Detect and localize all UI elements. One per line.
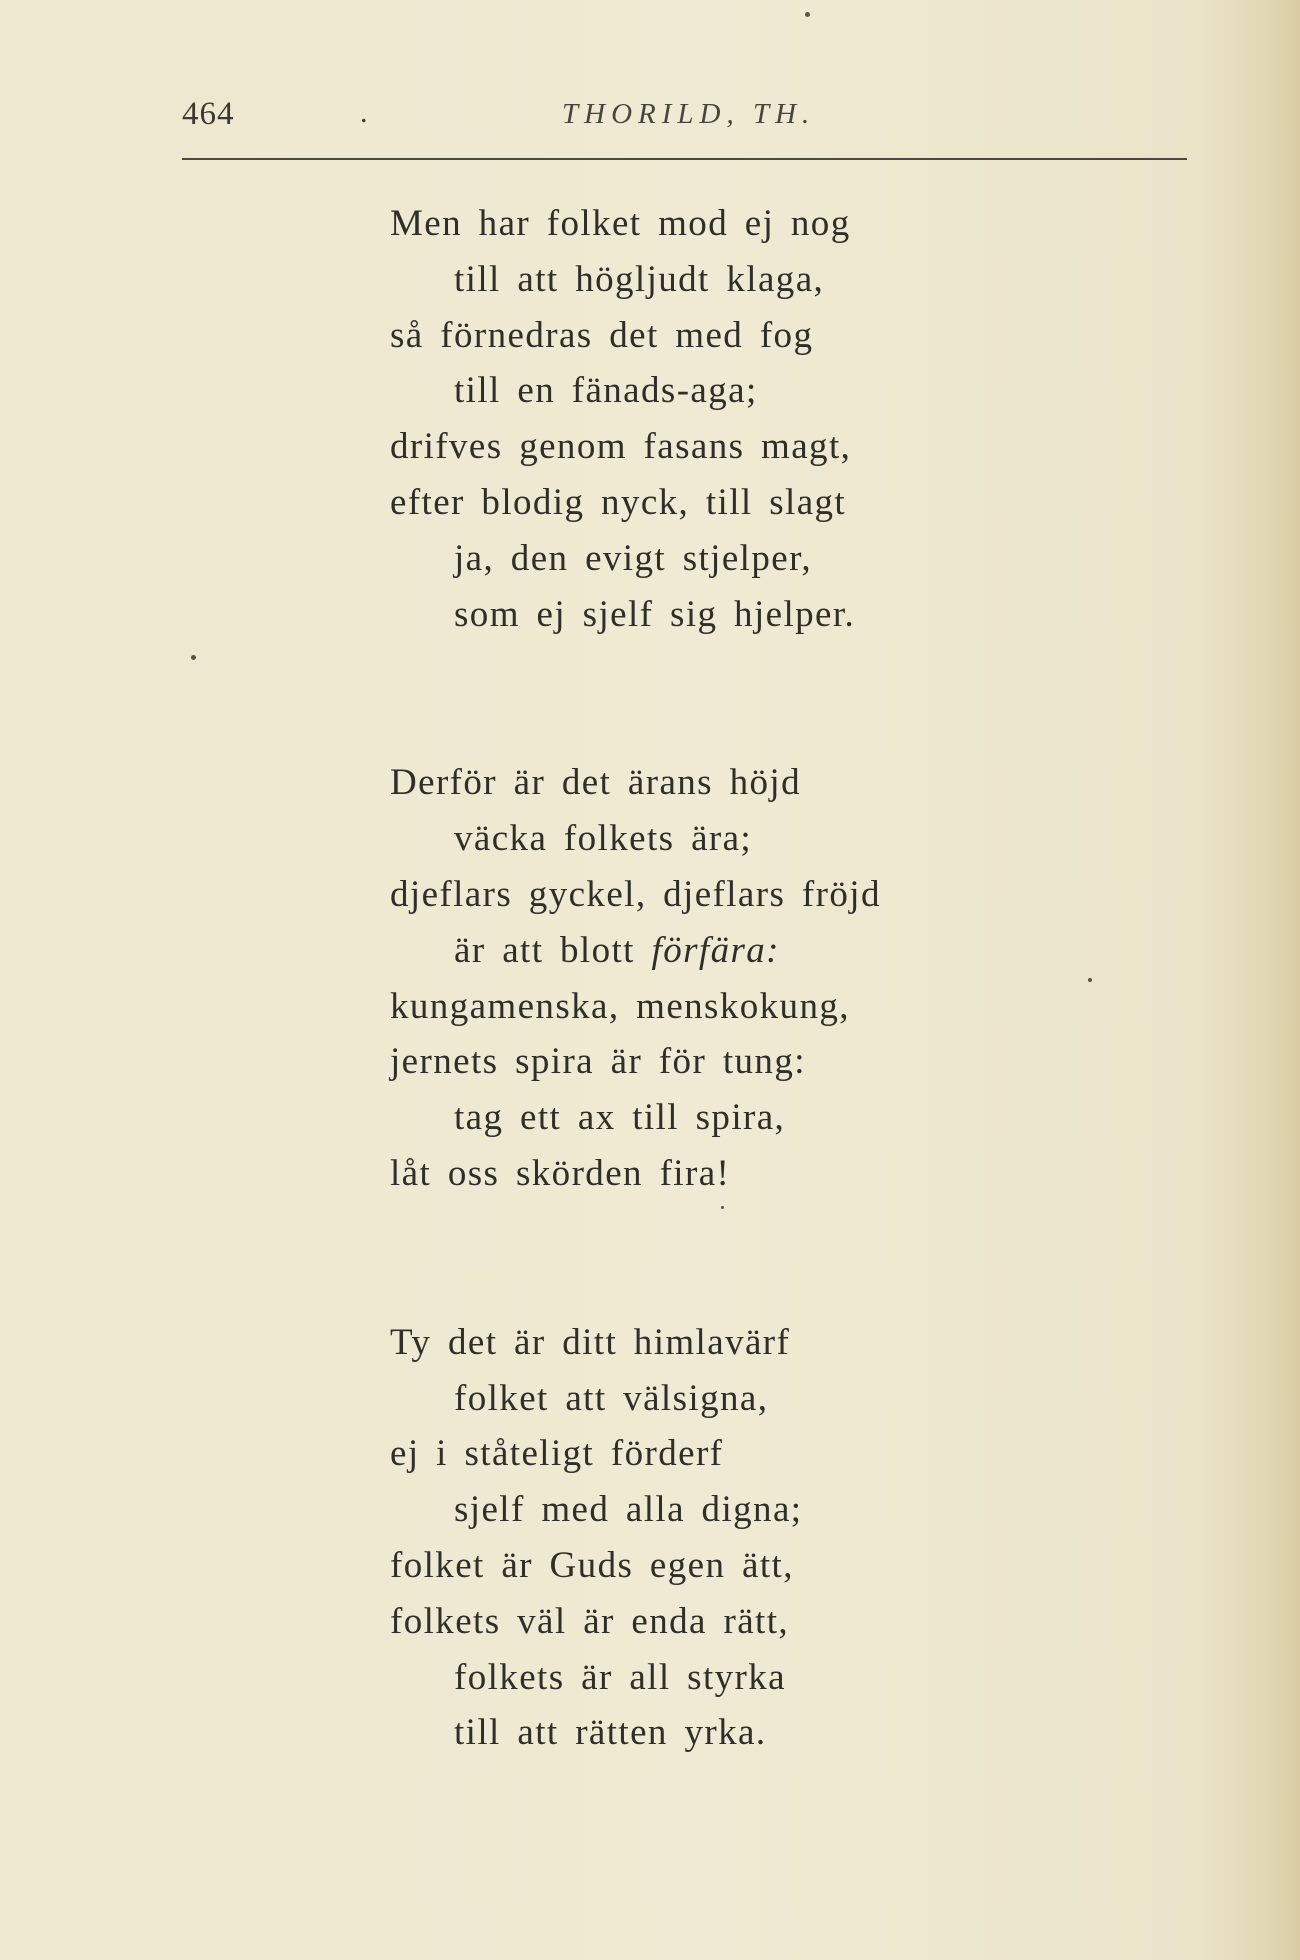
poem-line: drifves genom fasans magt,: [390, 426, 852, 468]
poem-line: Men har folket mod ej nog: [390, 203, 851, 244]
stanza-2: [390, 755, 1090, 1201]
scan-speck: [191, 655, 196, 660]
poem-line: djeflars gyckel, djeflars fröjd: [390, 873, 881, 915]
poem-line: kungamenska, menskokung,: [390, 985, 850, 1027]
poem-line: Derför är det ärans höjd: [390, 762, 801, 804]
poem-line: folket är Guds egen ätt,: [390, 1544, 794, 1586]
page-number: 464: [182, 96, 235, 132]
poem-line: väcka folkets ära;: [454, 818, 753, 860]
poem-line: till att högljudt klaga,: [454, 258, 825, 300]
poem-line: till att rätten yrka.: [454, 1712, 767, 1754]
poem-line: till en fänads-aga;: [454, 370, 758, 412]
poem-line: folkets är all styrka: [454, 1656, 786, 1698]
running-head: THORILD, TH.: [562, 98, 816, 130]
poem-line: [390, 923, 1090, 979]
poem-line: som ej sjelf sig hjelper.: [454, 593, 856, 635]
poem-line: tag ett ax till spira,: [454, 1097, 786, 1139]
scan-speck: [1088, 978, 1092, 982]
poem-line: Ty det är ditt himlavärf: [390, 1321, 791, 1363]
poem-line: sjelf med alla digna;: [454, 1489, 803, 1531]
header-separator: .: [360, 96, 368, 129]
poem-line: ej i ståteligt förderf: [390, 1433, 724, 1475]
page-header: [182, 96, 1187, 140]
poem-line: folket att välsigna,: [454, 1377, 769, 1419]
scan-speck: [721, 1206, 724, 1209]
poem-line: låt oss skörden fira!: [390, 1152, 731, 1194]
italic-word: förfära:: [651, 929, 780, 971]
poem-line: efter blodig nyck, till slagt: [390, 481, 847, 523]
poem-line: folkets väl är enda rätt,: [390, 1600, 790, 1642]
poem-line-text: är att blott: [454, 929, 652, 971]
header-rule: [182, 158, 1187, 160]
poem-line: ja, den evigt stjelper,: [454, 537, 812, 579]
scan-speck: [805, 12, 810, 17]
stanza-3: [390, 1315, 1090, 1761]
poem-line: så förnedras det med fog: [390, 314, 814, 356]
stanza-1: [390, 196, 1090, 642]
poem-line: jernets spira är för tung:: [390, 1041, 806, 1083]
poem: [390, 196, 1090, 1874]
